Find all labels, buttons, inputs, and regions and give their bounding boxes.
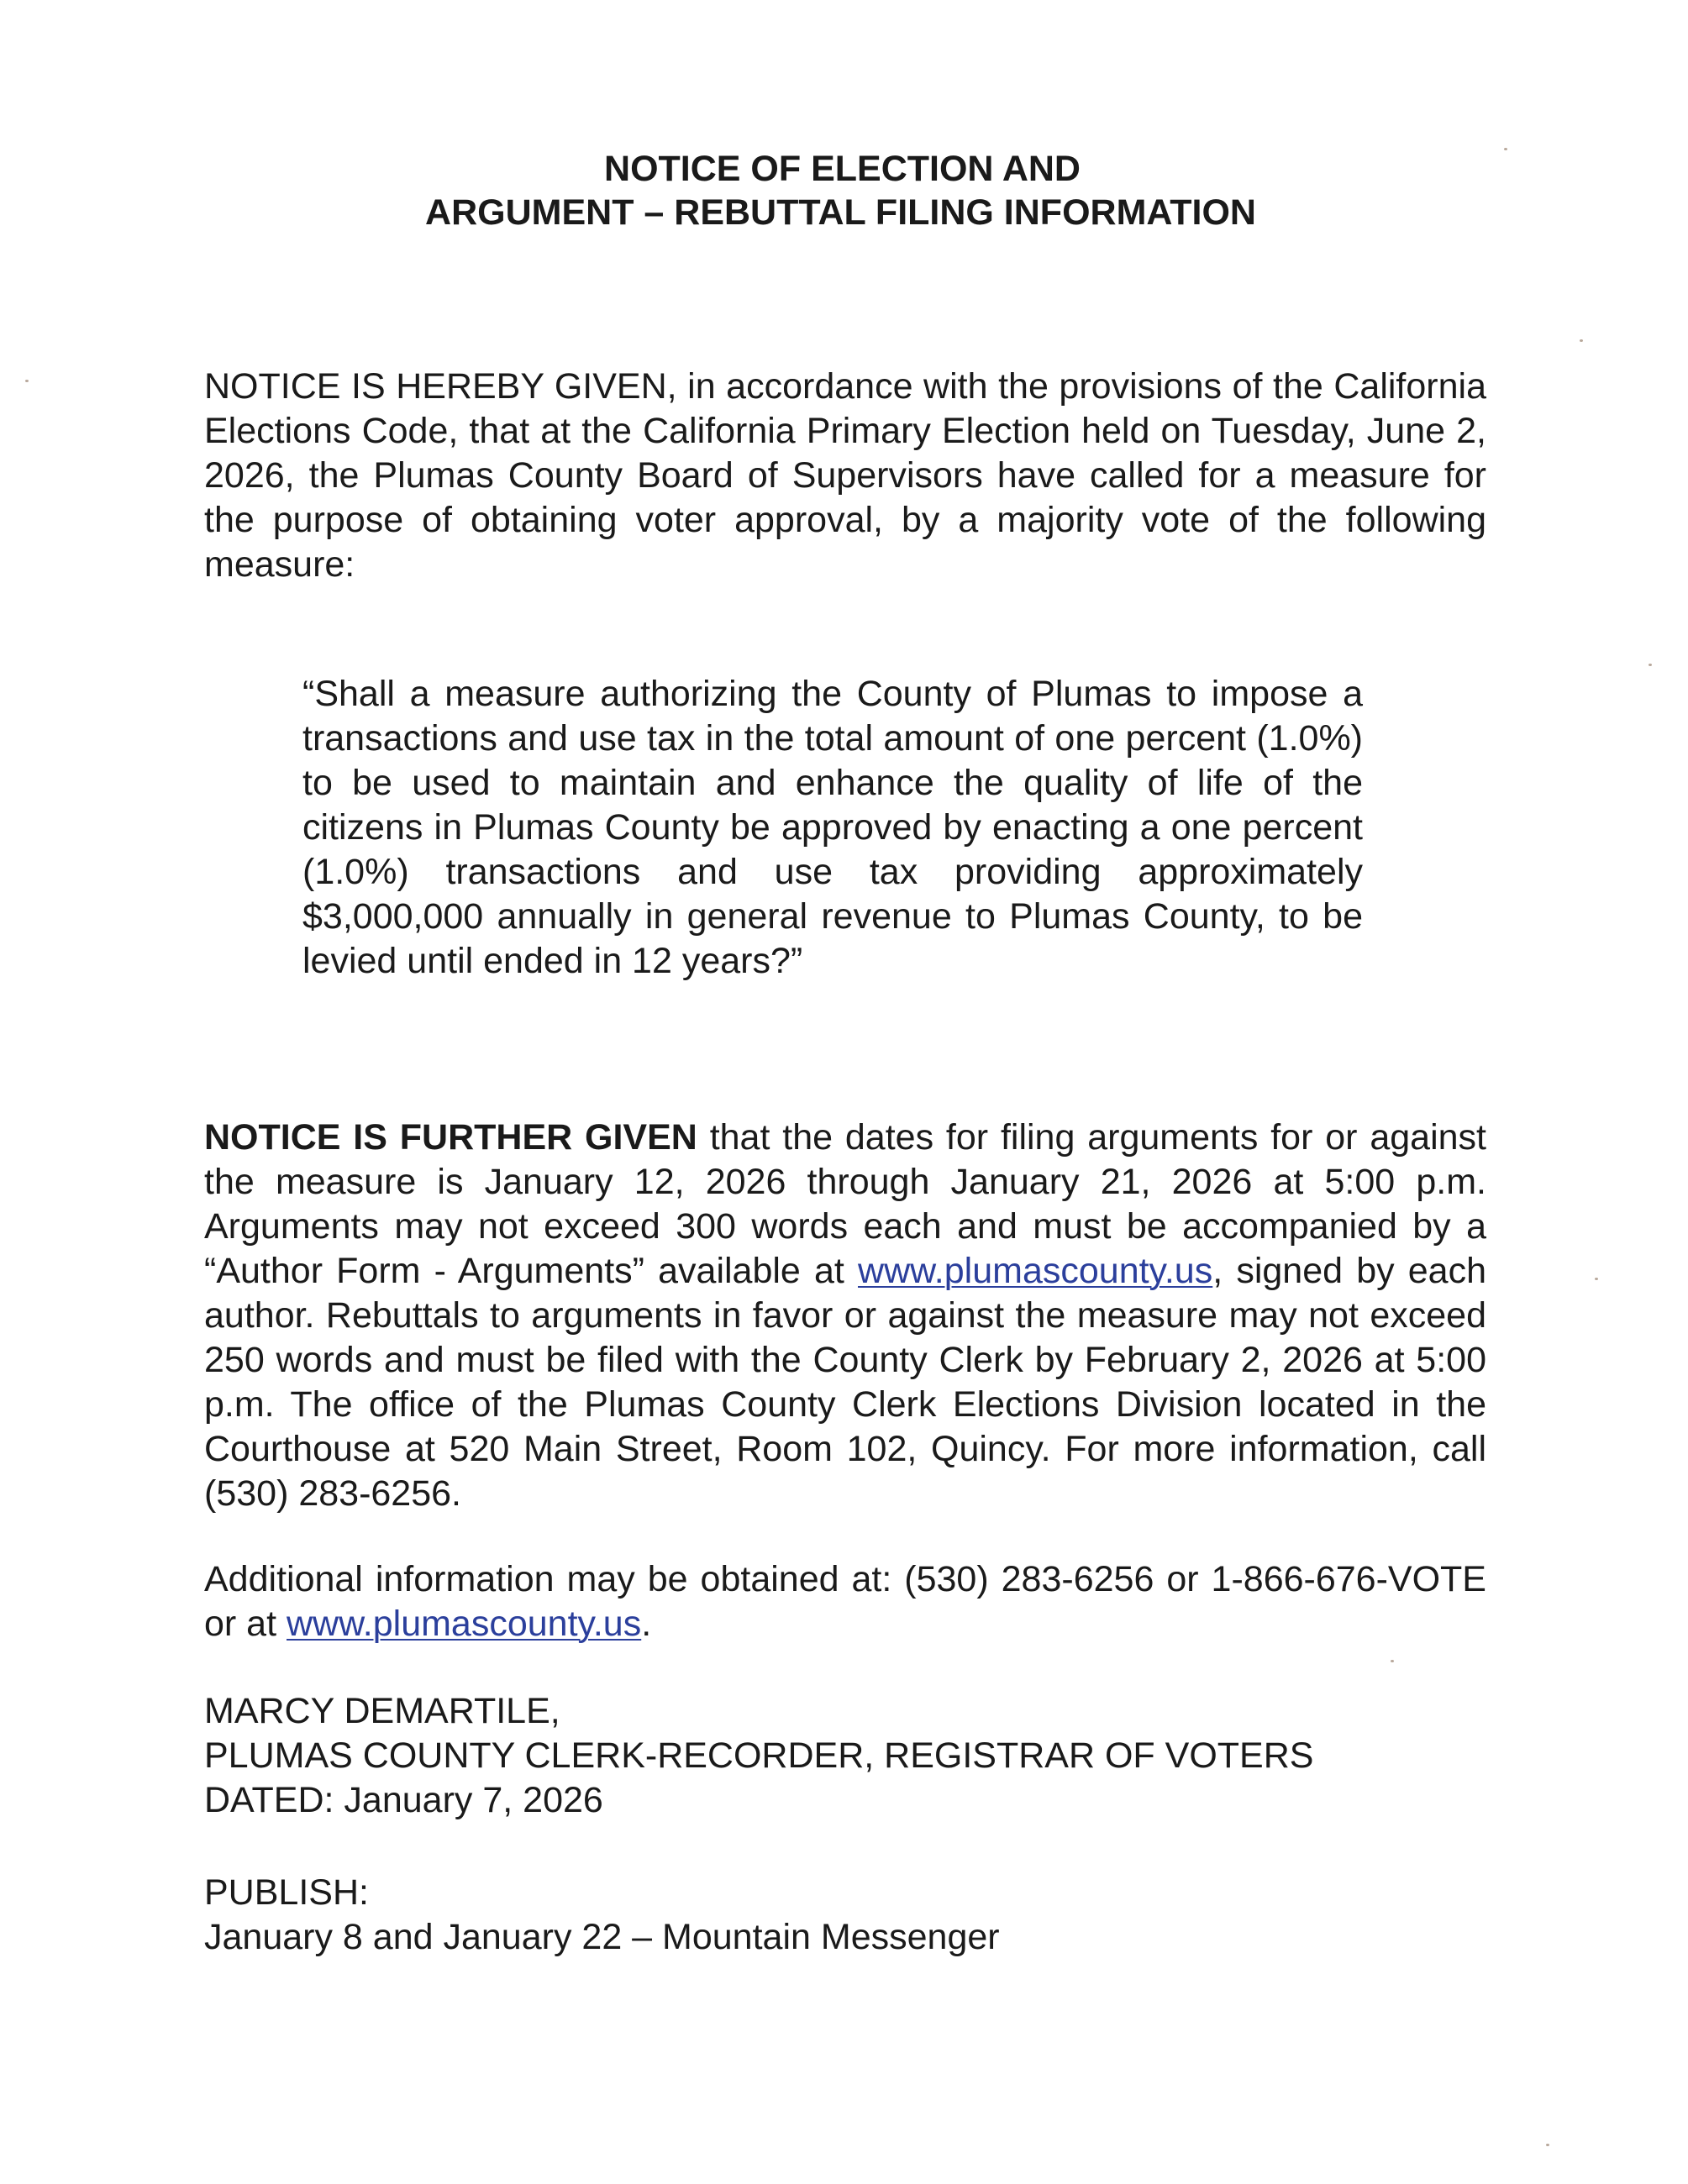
scan-speck (1391, 1660, 1394, 1662)
clerk-name: MARCY DEMARTILE, (204, 1691, 560, 1731)
scan-speck (1546, 2144, 1549, 2146)
publish-block (204, 1871, 1000, 1960)
measure-question: “Shall a measure authorizing the County of Plumas to impose a transactions and use tax in the total amount of one percent (1.0%) to be used to maintain and enhance the quality of life of the citizens in Plumas County be approved by enacting a one percent (1.0%) transactions and use tax providing approximately $3,000,000 annually in general revenue to Plumas County, to be levied until ended in 12 years?” (302, 674, 1363, 981)
signature-block (204, 1689, 1313, 1823)
document-title-line-2: ARGUMENT – REBUTTAL FILING INFORMATION (425, 192, 1256, 233)
scan-speck (25, 380, 29, 382)
document-title-line-1: NOTICE OF ELECTION AND (604, 149, 1081, 189)
dated-line: DATED: January 7, 2026 (204, 1780, 603, 1820)
further-notice-paragraph (204, 1116, 1486, 1516)
scan-speck (1580, 339, 1583, 342)
additional-info-paragraph (204, 1557, 1486, 1646)
publish-label: PUBLISH: (204, 1872, 369, 1913)
clerk-position: PLUMAS COUNTY CLERK-RECORDER, REGISTRAR OF VOTERS (204, 1735, 1314, 1776)
additional-info-text: Additional information may be obtained at: (530) 283-6256 or 1-866-676-VOTE or at (204, 1559, 1486, 1644)
further-notice-text-2: , signed by each author. Rebuttals to arguments in favor or against the measure may not exceed 250 words and must be filed with the County Clerk by February 2, 2026 at 5:00 p.m. The office of the Plumas County Clerk Elections Division located in the Courthouse at 520 Main Street, Room 102, Quincy. For more information, call (530) 283-6256. (204, 1251, 1486, 1514)
further-notice-lead: NOTICE IS FURTHER GIVEN (204, 1117, 697, 1158)
publish-dates: January 8 and January 22 – Mountain Messenger (204, 1917, 1000, 1957)
additional-info-period: . (641, 1604, 652, 1644)
scan-speck (1649, 664, 1652, 666)
scan-speck (1504, 148, 1507, 150)
county-website-link[interactable]: www.plumascounty.us (858, 1251, 1213, 1291)
notice-paragraph: NOTICE IS HEREBY GIVEN, in accordance with the provisions of the California Elections Code, that at the California Primary Election held on Tuesday, June 2, 2026, the Plumas County Board of Supervisors have called for a measure for the purpose of obtaining voter approval, by a majority vote of the following measure: (204, 366, 1486, 585)
further-notice-text-1: that the dates for filing arguments for or against the measure is January 12, 2026 through January 21, 2026 at 5:00 p.m. Arguments may not exceed 300 words each and must be accompanied by a “Author Form - Arguments” available at (204, 1117, 1486, 1291)
scan-speck (1595, 1278, 1598, 1280)
county-website-link-2[interactable]: www.plumascounty.us (287, 1604, 642, 1644)
